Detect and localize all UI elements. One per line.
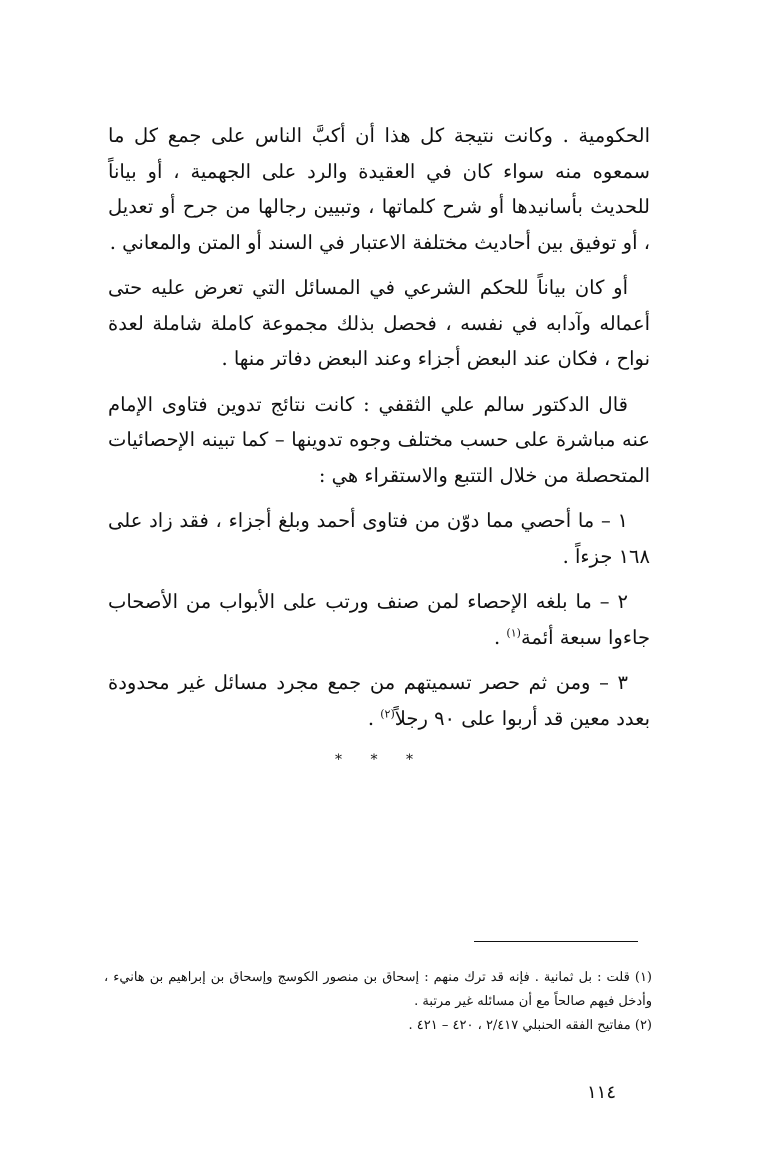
list-item-2-end: .: [494, 625, 507, 649]
section-separator: * * *: [335, 752, 425, 768]
footnotes: [104, 966, 652, 1038]
footnote-ref-2: (٢): [380, 707, 395, 720]
paragraph-1: الحكومية . وكانت نتيجة كل هذا أن أكبَّ الناس على جمع كل ما سمعوه منه سواء كان في العقيدة والرد على الجهمية ، أو بياناً للحديث بأسانيدها أو شرح كلماتها ، وتبيين رجالها من جرح أو تعديل ، أو توفيق بين أحاديث مختلفة الاعتبار في السند أو المتن والمعاني .: [108, 124, 650, 254]
paragraph-2: أو كان بياناً للحكم الشرعي في المسائل التي تعرض عليه حتى أعماله وآدابه في نفسه ، فحصل بذلك مجموعة كاملة شاملة لعدة نواح ، فكان عند البعض أجزاء وعند البعض دفاتر منها .: [108, 276, 650, 370]
list-item-3-end: .: [367, 706, 381, 730]
paragraph-3: قال الدكتور سالم علي الثقفي : كانت نتائج تدوين فتاوى الإمام عنه مباشرة على حسب مختلف وجوه تدوينها – كما تبينه الإحصائيات المتحصلة من خلال التتبع والاستقراء هي :: [108, 392, 650, 487]
main-text: [108, 118, 650, 736]
list-item-3: [108, 665, 650, 736]
footnote-divider: [474, 941, 638, 942]
list-item-1: ١ – ما أحصي مما دوّن من فتاوى أحمد وبلغ أجزاء ، فقد زاد على ١٦٨ جزءاً .: [108, 509, 650, 568]
footnote-2: (٢) مفاتيح الفقه الحنبلي ٢/٤١٧ ، ٤٢٠ – ٤٢١ .: [408, 1018, 652, 1033]
list-item-2: [108, 584, 650, 655]
page-number: ١١٤: [586, 1082, 616, 1103]
footnote-ref-1: (١): [506, 626, 521, 639]
list-item-3-text: ٣ – ومن ثم حصر تسميتهم من جمع مجرد مسائل غير محدودة بعدد معين قد أربوا على ٩٠ رجلاً: [108, 671, 650, 730]
footnote-1: (١) قلت : بل ثمانية . فإنه قد ترك منهم : إسحاق بن منصور الكوسج وإسحاق بن إبراهيم بن هانيء ، وأدخل فيهم صالحاً مع أن مسائله غير مرتبة .: [104, 970, 652, 1009]
list-item-2-text: ٢ – ما بلغه الإحصاء لمن صنف ورتب على الأبواب من الأصحاب جاءوا سبعة أئمة: [108, 590, 650, 649]
